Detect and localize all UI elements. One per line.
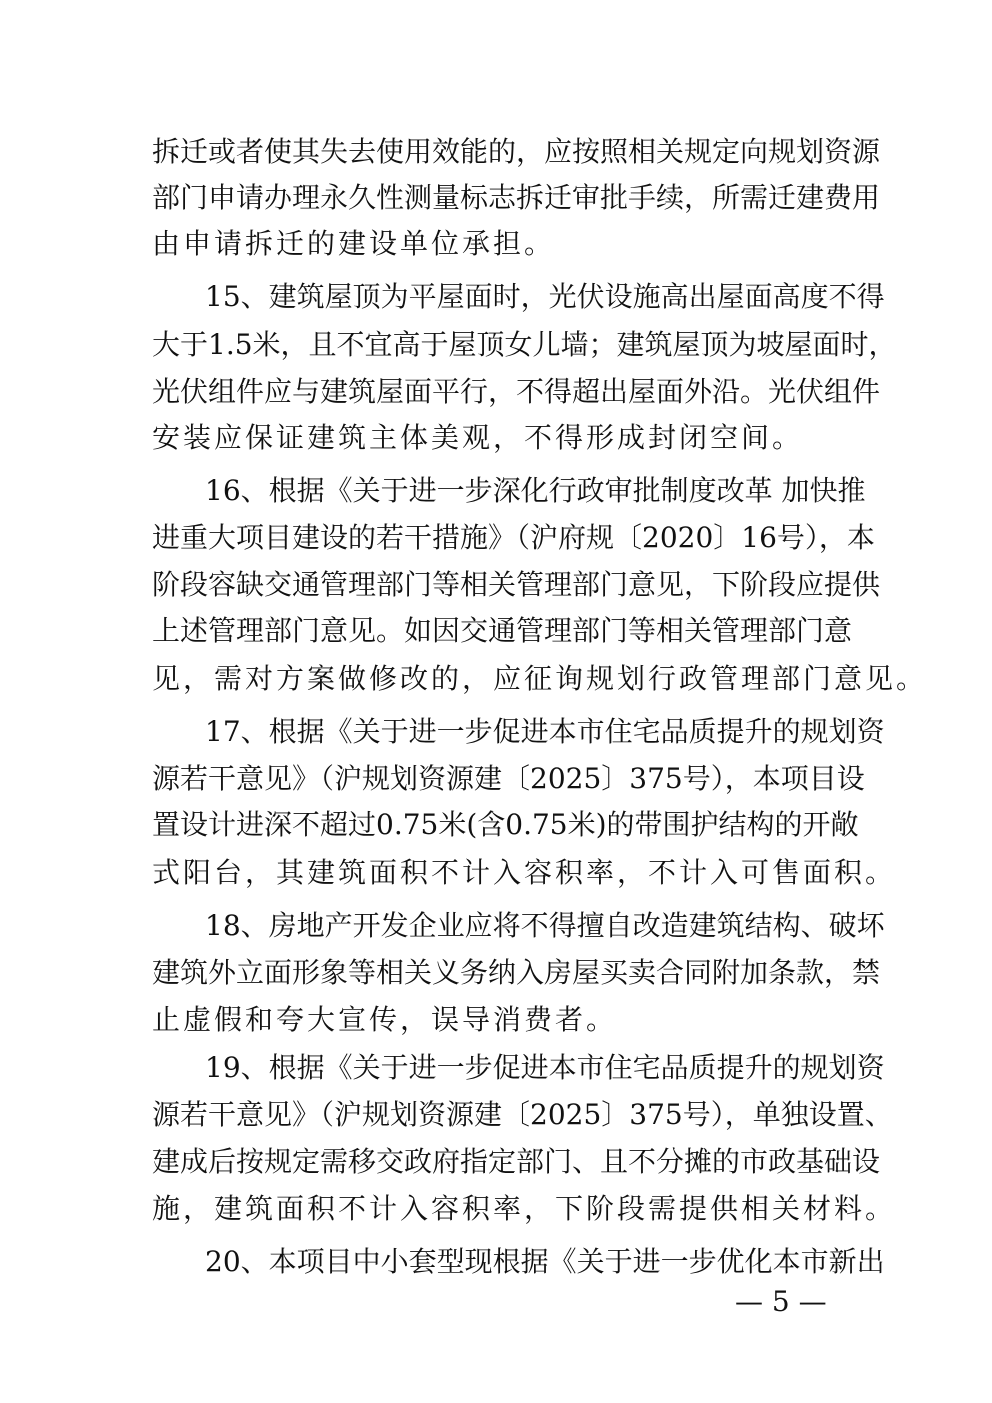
clause-18-line: 建筑外立面形象等相关义务纳入房屋买卖合同附加条款，禁	[152, 956, 881, 989]
clause-17-line: 式阳台，其建筑面积不计入容积率，不计入可售面积。	[152, 856, 897, 889]
page-number: — 5 —	[735, 1285, 827, 1318]
clause-19-line: 建成后按规定需移交政府指定部门、且不分摊的市政基础设	[152, 1145, 881, 1178]
body-text-line: 由申请拆迁的建设单位承担。	[152, 227, 556, 260]
clause-17-line: 17、根据《关于进一步促进本市住宅品质提升的规划资	[205, 715, 885, 748]
clause-16-line: 上述管理部门意见。如因交通管理部门等相关管理部门意	[152, 614, 853, 647]
clause-17-line: 置设计进深不超过0.75米(含0.75米)的带围护结构的开敞	[152, 808, 859, 841]
clause-20-line: 20、本项目中小套型现根据《关于进一步优化本市新出	[205, 1245, 885, 1278]
clause-16-line: 阶段容缺交通管理部门等相关管理部门意见，下阶段应提供	[152, 568, 881, 601]
clause-18-line: 止虚假和夸大宣传，误导消费者。	[152, 1003, 618, 1036]
clause-16-line: 进重大项目建设的若干措施》（沪府规〔2020〕16号），本	[152, 521, 875, 554]
clause-15-line: 光伏组件应与建筑屋面平行，不得超出屋面外沿。光伏组件	[152, 375, 881, 408]
clause-16-line: 16、根据《关于进一步深化行政审批制度改革 加快推	[205, 474, 866, 507]
clause-19-line: 施，建筑面积不计入容积率，下阶段需提供相关材料。	[152, 1192, 897, 1225]
clause-18-line: 18、房地产开发企业应将不得擅自改造建筑结构、破坏	[205, 909, 885, 942]
clause-17-line: 源若干意见》（沪规划资源建〔2025〕375号），本项目设	[152, 762, 865, 795]
clause-19-line: 19、根据《关于进一步促进本市住宅品质提升的规划资	[205, 1051, 885, 1084]
body-text-line: 拆迁或者使其失去使用效能的，应按照相关规定向规划资源	[152, 135, 881, 168]
clause-15-line: 大于1.5米，且不宜高于屋顶女儿墙；建筑屋顶为坡屋面时，	[152, 328, 897, 361]
clause-16-line: 见，需对方案做修改的，应征询规划行政管理部门意见。	[152, 662, 928, 695]
body-text-line: 部门申请办理永久性测量标志拆迁审批手续，所需迁建费用	[152, 181, 881, 214]
clause-15-line: 安装应保证建筑主体美观，不得形成封闭空间。	[152, 421, 804, 454]
clause-19-line: 源若干意见》（沪规划资源建〔2025〕375号），单独设置、	[152, 1098, 893, 1131]
clause-15-line: 15、建筑屋顶为平屋面时，光伏设施高出屋面高度不得	[205, 280, 885, 313]
